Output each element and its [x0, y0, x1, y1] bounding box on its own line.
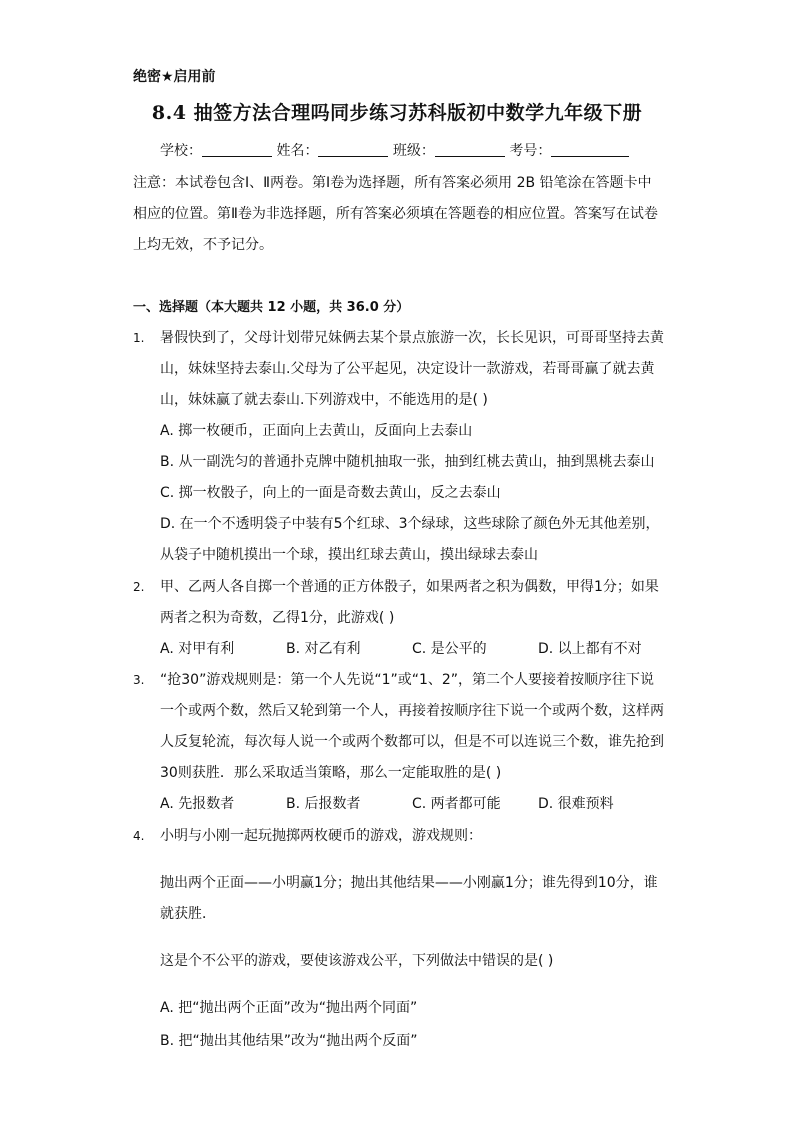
question-stem: 小明与小刚一起玩抛掷两枚硬币的游戏，游戏规则： — [160, 828, 482, 844]
option-d: D. 以上都有不对 — [538, 641, 642, 657]
class-label: 班级： — [392, 143, 435, 159]
name-label: 姓名： — [276, 143, 319, 159]
option-d: D. 很难预料 — [538, 796, 614, 812]
exam-no-label: 考号： — [509, 143, 552, 159]
option-b: B. 后报数者 — [286, 796, 361, 812]
class-blank[interactable] — [435, 142, 505, 157]
option-b: B. 从一副洗匀的普通扑克牌中随机抽取一张，抽到红桃去黄山，抽到黑桃去泰山 — [160, 454, 655, 470]
question-3 — [133, 665, 665, 820]
secret-label: 绝密★启用前 — [133, 69, 216, 85]
name-blank[interactable] — [318, 142, 388, 157]
question-2 — [133, 572, 665, 665]
question-1 — [133, 323, 665, 571]
question-number: 2. — [133, 580, 145, 594]
page-title: 8.4 抽签方法合理吗同步练习苏科版初中数学九年级下册 — [151, 102, 643, 124]
question-number: 1. — [133, 331, 145, 345]
school-label: 学校： — [160, 143, 202, 159]
question-number: 3. — [133, 673, 145, 687]
notice-text: 注意：本试卷包含Ⅰ、Ⅱ两卷。第Ⅰ卷为选择题，所有答案必须用 2B 铅笔涂在答题卡中相应的位置。第Ⅱ卷为非选择题，所有答案必须填在答题卷的相应位置。答案写在试卷上均无效，不予记分。 — [133, 175, 658, 253]
option-b: B. 对乙有利 — [286, 641, 361, 657]
option-a: A. 掷一枚硬币，正面向上去黄山，反面向上去泰山 — [160, 423, 473, 439]
options-row — [160, 789, 665, 820]
options-row — [160, 634, 665, 665]
option-a: A. 把“抛出两个正面”改为“抛出两个同面” — [160, 1000, 418, 1016]
question-rule: 抛出两个正面——小明赢1分；抛出其他结果——小刚赢1分；谁先得到10分，谁就获胜． — [160, 875, 658, 922]
school-blank[interactable] — [202, 142, 272, 157]
section-heading: 一、选择题（本大题共 12 小题，共 36.0 分） — [133, 300, 410, 315]
exam-no-blank[interactable] — [551, 142, 629, 157]
option-c: C. 两者都可能 — [412, 796, 501, 812]
question-stem: “抢30”游戏规则是：第一个人先说“1”或“1、2”，第二个人要接着按顺序往下说一个或两个数，然后又轮到第一个人，再接着按顺序往下说一个或两个数，这样两人反复轮流，每次每人说一个或两个数都可以，但是不可以连说三个数，谁先抢到30则获胜．那么采取适当策略，那么一定能取胜的是( ) — [160, 672, 664, 781]
option-a: A. 对甲有利 — [160, 641, 235, 657]
question-prompt: 这是个不公平的游戏，要使该游戏公平，下列做法中错误的是( ) — [160, 953, 554, 969]
question-stem: 暑假快到了，父母计划带兄妹俩去某个景点旅游一次，长长见识，可哥哥坚持去黄山，妹妹坚持去泰山.父母为了公平起见，决定设计一款游戏，若哥哥赢了就去黄山，妹妹赢了就去泰山.下列游戏中，不能选用的是( ) — [160, 330, 664, 408]
option-c: C. 是公平的 — [412, 641, 487, 657]
option-a: A. 先报数者 — [160, 796, 235, 812]
question-4 — [133, 821, 665, 1057]
question-stem: 甲、乙两人各自掷一个普通的正方体骰子，如果两者之积为偶数，甲得1分；如果两者之积为奇数，乙得1分，此游戏( ) — [160, 579, 659, 626]
option-c: C. 掷一枚骰子，向上的一面是奇数去黄山，反之去泰山 — [160, 485, 501, 501]
option-d: D. 在一个不透明袋子中装有5个红球、3个绿球，这些球除了颜色外无其他差别，从袋子中随机摸出一个球，摸出红球去黄山，摸出绿球去泰山 — [160, 516, 660, 563]
question-number: 4. — [133, 829, 145, 843]
student-info-line — [160, 140, 629, 160]
option-b: B. 把“抛出其他结果”改为“抛出两个反面” — [160, 1033, 418, 1049]
